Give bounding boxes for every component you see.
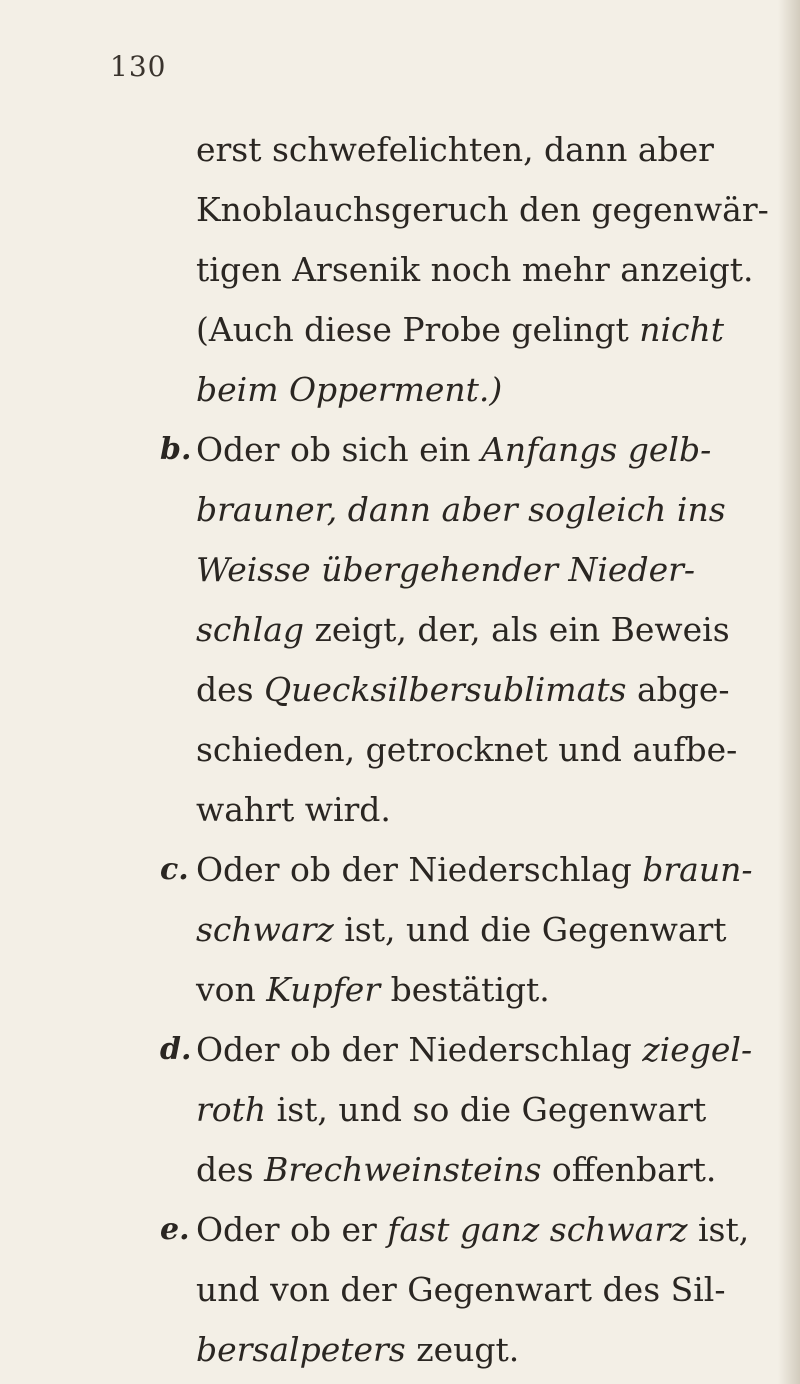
item-marker-d: d. <box>160 1032 192 1067</box>
text-span: zeugt. <box>405 1330 520 1369</box>
text-line: wahrt wird. <box>196 790 391 829</box>
italic-span: bersalpeters <box>196 1330 406 1369</box>
italic-span: schlag <box>196 610 305 649</box>
text-line: brauner, dann aber sogleich ins <box>196 490 726 529</box>
text-span: zeigt, der, als ein Beweis <box>304 610 730 649</box>
text-line: Weisse übergehender Nieder- <box>196 550 696 589</box>
text-line <box>196 430 711 470</box>
text-line: beim Opperment.) <box>196 370 503 409</box>
italic-span: schwarz <box>196 910 334 949</box>
text-span: Oder ob sich ein <box>196 430 481 469</box>
italic-span: Brechweinsteins <box>264 1150 542 1189</box>
text-line: schieden, getrocknet und aufbe- <box>196 730 738 769</box>
text-span: (Auch diese Probe gelingt <box>196 310 640 349</box>
text-line <box>196 850 753 890</box>
italic-span: Anfangs gelb- <box>481 430 712 469</box>
italic-span: roth <box>196 1090 267 1129</box>
text-line: erst schwefelichten, dann aber <box>196 130 714 169</box>
text-span: des <box>196 670 265 709</box>
text-line: tigen Arsenik noch mehr anzeigt. <box>196 250 754 289</box>
text-line <box>196 970 550 1010</box>
text-line <box>196 310 724 350</box>
item-marker-b: b. <box>160 432 192 467</box>
text-line <box>196 1330 519 1370</box>
italic-span: ziegel- <box>642 1030 753 1069</box>
italic-span: nicht <box>639 310 725 349</box>
text-line <box>196 1090 706 1130</box>
text-line <box>196 610 730 650</box>
text-span: Oder ob der Niederschlag <box>196 1030 643 1069</box>
item-marker-e: e. <box>160 1212 190 1247</box>
text-line <box>196 670 730 710</box>
text-line: und von der Gegenwart des Sil- <box>196 1270 726 1309</box>
page-number: 130 <box>110 50 167 83</box>
text-span: Oder ob der Niederschlag <box>196 850 643 889</box>
text-span: des <box>196 1150 265 1189</box>
text-span: offenbart. <box>541 1150 717 1189</box>
text-span: bestätigt. <box>380 970 550 1009</box>
text-line <box>196 1030 752 1070</box>
text-line <box>196 910 727 950</box>
page-edge-shadow <box>778 0 800 1384</box>
text-line: Knoblauchsgeruch den gegenwär- <box>196 190 769 229</box>
text-span: Oder ob er <box>196 1210 388 1249</box>
italic-span: Quecksilbersublimats <box>264 670 627 709</box>
text-span: ist, und so die Gegenwart <box>266 1090 707 1129</box>
item-marker-c: c. <box>160 852 189 887</box>
text-span: von <box>196 970 267 1009</box>
text-span: ist, und die Gegenwart <box>333 910 727 949</box>
text-line <box>196 1210 749 1250</box>
text-line <box>196 1150 716 1190</box>
text-span: ist, <box>687 1210 750 1249</box>
italic-span: braun- <box>642 850 753 889</box>
text-span: abge- <box>626 670 730 709</box>
italic-span: Kupfer <box>266 970 381 1009</box>
italic-span: fast ganz schwarz <box>387 1210 688 1249</box>
